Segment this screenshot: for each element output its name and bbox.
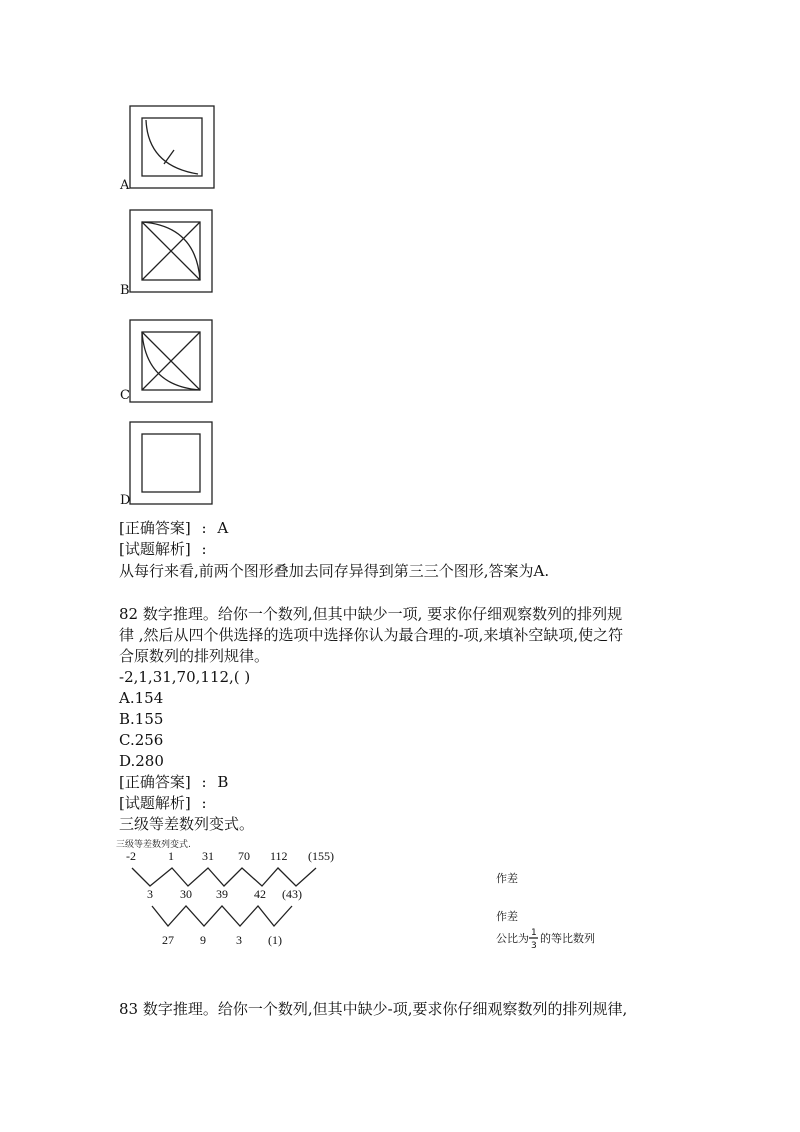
answer-label: [正确答案] xyxy=(119,773,191,791)
note-ratio-numerator: 1 xyxy=(531,928,537,938)
q82-prompt-line-3: 合原数列的排列规律。 xyxy=(119,647,270,665)
answer-value: A xyxy=(217,519,229,537)
row3-value: 3 xyxy=(236,933,242,947)
note-ratio-prefix: 公比为 xyxy=(496,932,529,945)
note-ratio-denominator: 3 xyxy=(531,941,537,951)
row1-value: 70 xyxy=(238,849,250,863)
row2-value: 39 xyxy=(216,887,228,901)
difference-table-diagram xyxy=(110,838,630,960)
analysis-label: [试题解析] xyxy=(119,540,191,558)
q82-answer-line xyxy=(119,772,228,792)
answer-value: B xyxy=(217,773,229,791)
option-letter-c: C xyxy=(120,388,130,403)
row1-value: (155) xyxy=(308,849,334,863)
row2-value: (43) xyxy=(282,887,302,901)
row2-value: 42 xyxy=(254,887,266,901)
zigzag-upper xyxy=(132,868,316,886)
analysis-separator: : xyxy=(201,540,207,558)
q82-choice-d: D.280 xyxy=(119,752,164,770)
q82-sequence: -2,1,31,70,112,( ) xyxy=(119,668,251,686)
option-letter-a: A xyxy=(120,178,130,193)
q82-choice-c: C.256 xyxy=(119,731,164,749)
row3-value: (1) xyxy=(268,933,282,947)
answer-label: [正确答案] xyxy=(119,519,191,537)
answer-separator: : xyxy=(201,519,207,537)
option-letter-b: B xyxy=(120,283,130,298)
figure-option-a xyxy=(128,104,216,190)
row3-value: 9 xyxy=(200,933,206,947)
note-difference-2: 作差 xyxy=(496,910,518,923)
analysis-label: [试题解析] xyxy=(119,794,191,812)
q82-analysis-text: 三级等差数列变式。 xyxy=(119,815,255,833)
option-letter-d: D xyxy=(120,493,131,508)
row1-value: 1 xyxy=(168,849,174,863)
zigzag-lower xyxy=(152,906,292,926)
row1-value: 112 xyxy=(270,849,288,863)
figure-option-d xyxy=(128,420,214,506)
note-difference-1: 作差 xyxy=(496,872,518,885)
figure-option-c xyxy=(128,318,214,404)
diagram-caption: 三级等差数列变式. xyxy=(116,840,191,850)
q83-prompt-line-1: 83 数字推理。给你一个数列,但其中缺少-项,要求你仔细观察数列的排列规律, xyxy=(119,1000,628,1018)
analysis-separator: : xyxy=(201,794,207,812)
q82-prompt-line-2: 律 ,然后从四个供选择的选项中选择你认为最合理的-项,来填补空缺项,使之符 xyxy=(119,626,624,644)
q81-analysis-text: 从每行来看,前两个图形叠加去同存异得到第三三个图形,答案为A. xyxy=(119,562,550,580)
q82-choice-a: A.154 xyxy=(119,689,164,707)
row1-value: -2 xyxy=(126,849,136,863)
q81-answer-line xyxy=(119,518,228,538)
row2-value: 30 xyxy=(180,887,192,901)
q82-analysis-label-line xyxy=(119,793,207,813)
row1-value: 31 xyxy=(202,849,214,863)
figure-option-b xyxy=(128,208,214,294)
q82-prompt-line-1: 82 数字推理。给你一个数列,但其中缺少一项, 要求你仔细观察数列的排列规 xyxy=(119,605,623,623)
answer-separator: : xyxy=(201,773,207,791)
q82-choice-b: B.155 xyxy=(119,710,164,728)
row3-value: 27 xyxy=(162,933,174,947)
note-ratio-suffix: 的等比数列 xyxy=(540,932,595,945)
q81-analysis-label-line xyxy=(119,539,207,559)
row2-value: 3 xyxy=(147,887,153,901)
